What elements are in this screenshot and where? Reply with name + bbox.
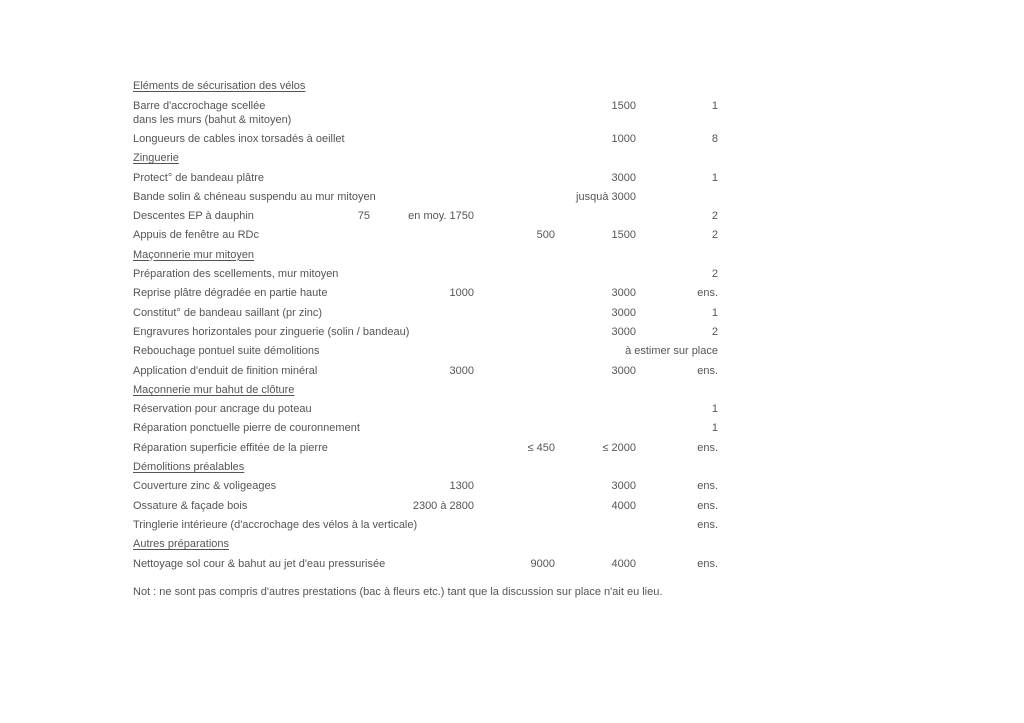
value-cell-c3: 3000 (611, 480, 636, 493)
row-label-line: dans les murs (bahut & mitoyen) (133, 113, 292, 126)
row-label: Engravures horizontales pour zinguerie (solin / bandeau) (133, 325, 410, 338)
row-label: Appuis de fenêtre au RDc (133, 229, 259, 242)
value-cell-c3: 3000 (611, 364, 636, 377)
section-heading (133, 535, 753, 554)
section-heading (133, 149, 753, 168)
value-cell-c3: jusquà 3000 (576, 190, 636, 203)
value-cell-c1: 2300 à 2800 (412, 499, 474, 512)
value-cell-c3: 3000 (611, 306, 636, 319)
value-cell-c4: 2 (711, 325, 718, 338)
section-heading (133, 77, 753, 96)
table-row (133, 419, 753, 438)
row-label: Tringlerie intérieure (d'accrochage des vélos à la verticale) (133, 518, 418, 531)
table-row (133, 477, 753, 496)
value-cell-c1: 3000 (449, 364, 474, 377)
value-cell-c4: ens. (697, 518, 718, 531)
quote-table (133, 77, 753, 574)
row-label: Application d'enduit de finition minéral (133, 364, 318, 377)
table-row (133, 226, 753, 245)
section-heading (133, 458, 753, 477)
table-row (133, 323, 753, 342)
value-cell-c3: 1000 (611, 132, 636, 145)
value-cell-c4: 8 (711, 132, 718, 145)
row-label: Reprise plâtre dégradée en partie haute (133, 287, 328, 300)
row-label: Longueurs de cables inox torsadés à oeillet (133, 132, 345, 145)
section-heading-label: Démolitions préalables (133, 461, 245, 474)
row-label: Réservation pour ancrage du poteau (133, 403, 312, 416)
value-cell-c3: 3000 (611, 287, 636, 300)
table-row (133, 284, 753, 303)
value-cell-c4: 1 (711, 99, 718, 112)
value-cell-c4: ens. (697, 441, 718, 454)
value-cell-c4: ens. (697, 499, 718, 512)
table-row (133, 304, 753, 323)
table-row (133, 96, 753, 130)
value-cell-c4: ens. (697, 364, 718, 377)
table-row (133, 342, 753, 361)
value-cell-c1: 1300 (449, 480, 474, 493)
row-label: Nettoyage sol cour & bahut au jet d'eau pressurisée (133, 557, 386, 570)
section-heading (133, 381, 753, 400)
value-cell-c4: à estimer sur place (625, 345, 718, 358)
value-cell-c3: 3000 (611, 171, 636, 184)
table-row (133, 516, 753, 535)
row-label (133, 99, 291, 127)
row-label: Réparation superficie effitée de la pierre (133, 441, 328, 454)
value-cell-c4: 2 (711, 229, 718, 242)
row-label-line: Barre d'accrochage scellée (133, 99, 266, 112)
row-label: Rebouchage pontuel suite démolitions (133, 345, 320, 358)
row-label: Constitut° de bandeau saillant (pr zinc) (133, 306, 323, 319)
value-cell-c3: ≤ 2000 (602, 441, 636, 454)
table-row (133, 207, 753, 226)
value-cell-c4: ens. (697, 480, 718, 493)
value-cell-c2: ≤ 450 (527, 441, 555, 454)
section-heading-label: Maçonnerie mur mitoyen (133, 248, 255, 261)
value-cell-c4: 1 (711, 306, 718, 319)
table-row (133, 169, 753, 188)
value-cell-c4: 1 (711, 171, 718, 184)
row-label: Couverture zinc & voligeages (133, 480, 277, 493)
value-cell-c4: 2 (711, 210, 718, 223)
row-label: Protect° de bandeau plâtre (133, 171, 264, 184)
value-cell-c4: 2 (711, 268, 718, 281)
table-row (133, 265, 753, 284)
value-cell-c4: 1 (711, 403, 718, 416)
table-row (133, 497, 753, 516)
table-row (133, 130, 753, 149)
value-cell-c3: 1500 (611, 229, 636, 242)
row-label: Ossature & façade bois (133, 499, 248, 512)
section-heading-label: Eléments de sécurisation des vélos (133, 80, 306, 92)
table-row (133, 439, 753, 458)
section-heading-label: Maçonnerie mur bahut de clôture (133, 383, 295, 396)
footnote: Not : ne sont pas compris d'autres prestations (bac à fleurs etc.) tant que la discussion sur place n'ait eu lieu. (133, 586, 663, 598)
row-label: Bande solin & chéneau suspendu au mur mitoyen (133, 190, 376, 203)
value-cell-c3: 3000 (611, 325, 636, 338)
row-label: Réparation ponctuelle pierre de couronnement (133, 422, 360, 435)
section-heading-label: Zinguerie (133, 152, 179, 165)
value-cell-c2: 9000 (530, 557, 555, 570)
section-heading (133, 246, 753, 265)
value-cell-c1: 1000 (449, 287, 474, 300)
section-heading-label: Autres préparations (133, 538, 229, 551)
value-cell-c4: 1 (711, 422, 718, 435)
value-cell-c4: ens. (697, 287, 718, 300)
value-cell-c3: 4000 (611, 557, 636, 570)
value-cell-c4: ens. (697, 557, 718, 570)
table-row (133, 400, 753, 419)
value-cell-c1: en moy. 1750 (408, 210, 474, 223)
table-row (133, 188, 753, 207)
value-cell-c2: 500 (536, 229, 555, 242)
value-cell-c3: 4000 (611, 499, 636, 512)
value-cell-c3: 1500 (611, 99, 636, 112)
table-row (133, 362, 753, 381)
row-label: Préparation des scellements, mur mitoyen (133, 268, 339, 281)
value-cell-c0: 75 (357, 210, 370, 223)
row-label: Descentes EP à dauphin (133, 210, 254, 223)
table-row (133, 555, 753, 574)
